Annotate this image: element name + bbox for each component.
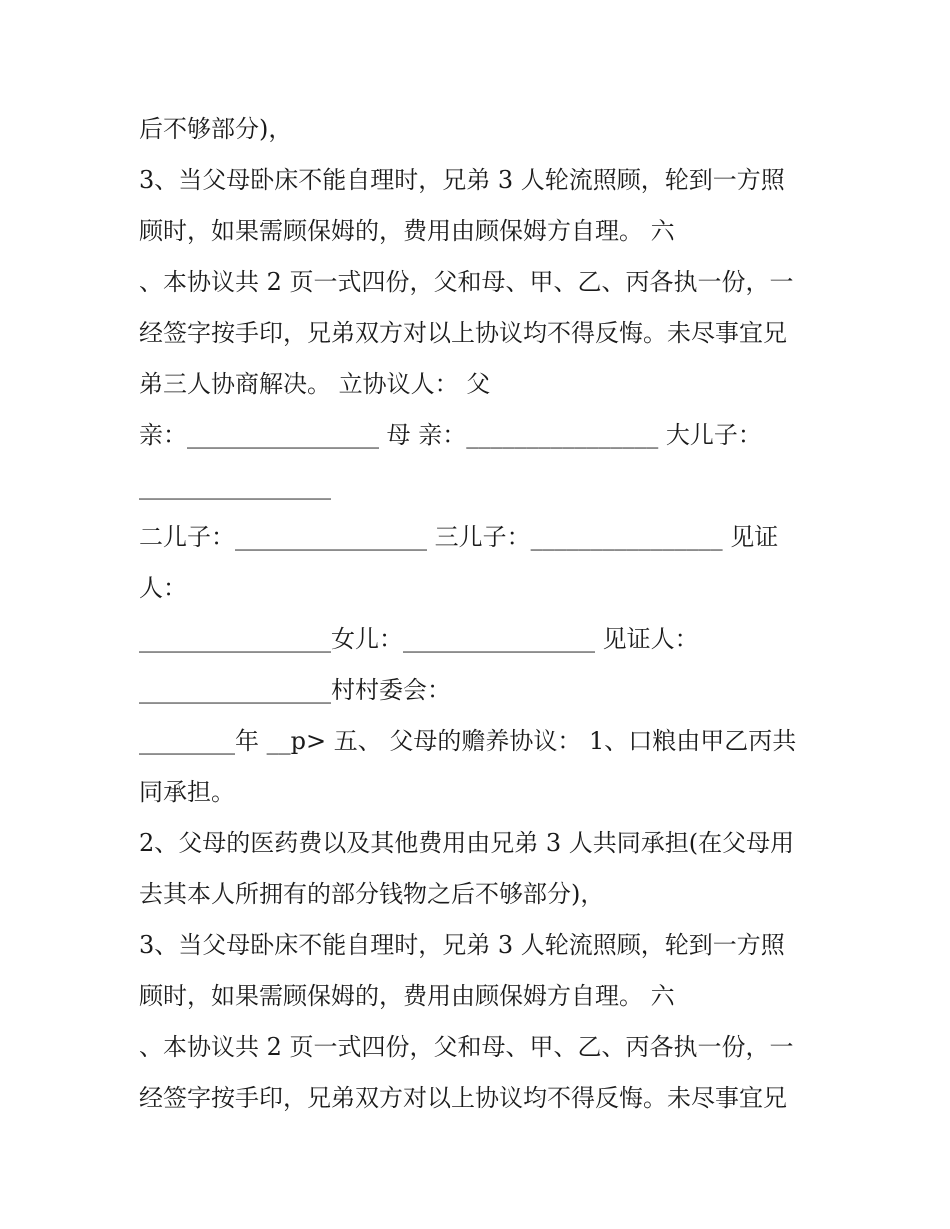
text-line: 顾时，如果需顾保姆的，费用由顾保姆方自理。 六: [139, 982, 675, 1010]
text-line: 去其本人所拥有的部分钱物之后不够部分)，: [139, 880, 605, 908]
signature-line: 二儿子：________________ 三儿子：________________ 见证: [139, 523, 779, 551]
signature-line: ________________女儿：________________ 见证人：: [139, 625, 699, 653]
signature-line: ________________村村委会：: [139, 676, 451, 704]
text-line: 人：: [139, 574, 187, 602]
text-line: 2、父母的医药费以及其他费用由兄弟 3 人共同承担(在父母用: [139, 829, 795, 857]
text-line: 后不够部分)，: [139, 115, 293, 143]
text-line: 顾时，如果需顾保姆的，费用由顾保姆方自理。 六: [139, 217, 675, 245]
signature-line: ________________: [139, 472, 331, 500]
text-line: 3、当父母卧床不能自理时，兄弟 3 人轮流照顾，轮到一方照: [139, 931, 785, 959]
text-line: 、本协议共 2 页一式四份，父和母、甲、乙、丙各执一份，一: [139, 1033, 794, 1061]
text-line: 3、当父母卧床不能自理时，兄弟 3 人轮流照顾，轮到一方照: [139, 166, 785, 194]
text-line: 同承担。: [139, 778, 235, 806]
text-line: 经签字按手印，兄弟双方对以上协议均不得反悔。未尽事宜兄: [139, 1084, 787, 1112]
text-line: 、本协议共 2 页一式四份，父和母、甲、乙、丙各执一份，一: [139, 268, 794, 296]
agreement-body: [139, 104, 829, 1124]
text-line: 经签字按手印，兄弟双方对以上协议均不得反悔。未尽事宜兄: [139, 319, 787, 347]
text-line: ________年 __p> 五、 父母的赡养协议： 1、口粮由甲乙丙共: [139, 727, 797, 755]
signature-line: 亲：________________ 母 亲：________________ 大儿子：: [139, 421, 762, 449]
text-line: 弟三人协商解决。 立协议人： 父: [139, 370, 491, 398]
